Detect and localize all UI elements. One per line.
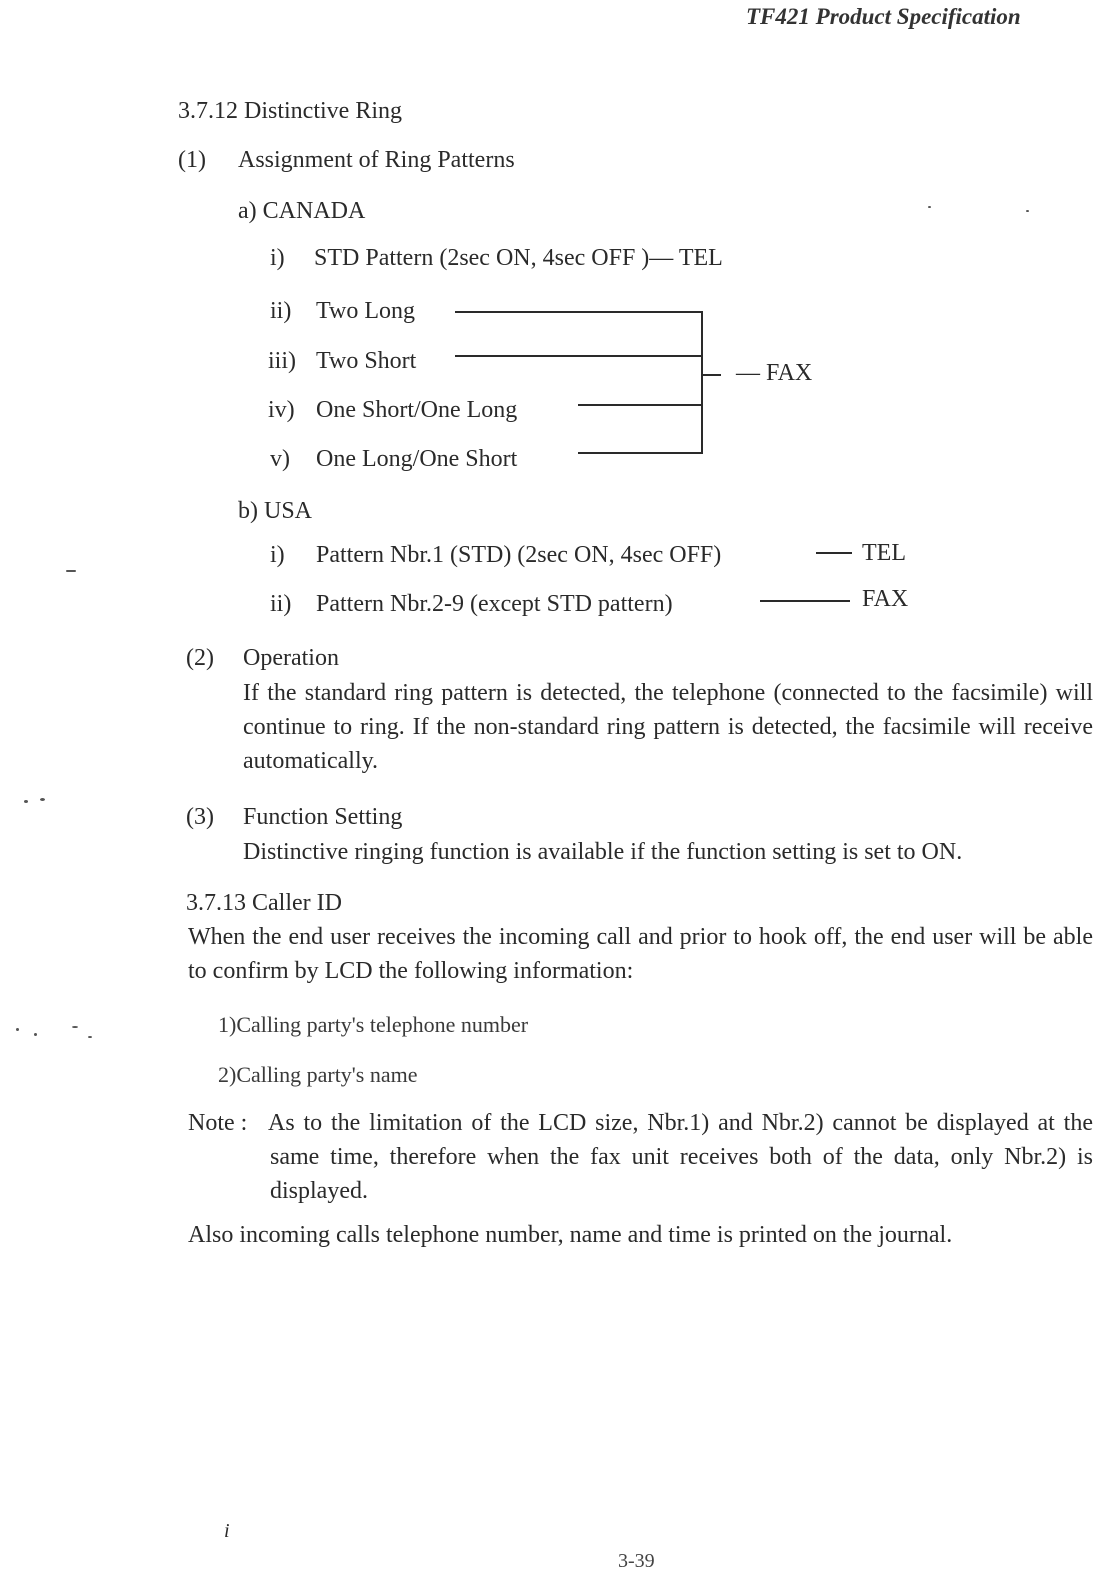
canada-item-number: iii) bbox=[268, 348, 296, 374]
canada-pattern-long-short: One Long/One Short bbox=[316, 446, 518, 472]
section-heading-distinctive-ring: 3.7.12 Distinctive Ring bbox=[178, 98, 402, 124]
canada-std-pattern: STD Pattern (2sec ON, 4sec OFF )— TEL bbox=[314, 245, 723, 271]
canada-fax-label: — FAX bbox=[736, 360, 813, 386]
caller-id-intro-paragraph: When the end user receives the incoming call and prior to hook off, the end user will be able to confirm by LCD the following information: bbox=[188, 924, 1093, 984]
subheading-usa: b) USA bbox=[238, 498, 313, 524]
bracket-branch-line bbox=[703, 374, 721, 376]
canada-pattern-two-long: Two Long bbox=[316, 298, 415, 324]
connector-line-two-long bbox=[455, 311, 703, 313]
scan-speck bbox=[72, 1026, 78, 1028]
usa-pattern-non-std: Pattern Nbr.2-9 (except STD pattern) bbox=[316, 591, 673, 617]
caller-id-list-item: 2)Calling party's name bbox=[218, 1062, 418, 1087]
function-setting-paragraph: Distinctive ringing function is available if the function setting is set to ON. bbox=[243, 839, 963, 865]
scan-speck bbox=[34, 1033, 37, 1036]
canada-pattern-two-short: Two Short bbox=[316, 348, 417, 374]
usa-item-number: i) bbox=[270, 542, 285, 568]
canada-item-number: ii) bbox=[270, 298, 292, 324]
scan-speck bbox=[66, 570, 76, 572]
section-heading-caller-id: 3.7.13 Caller ID bbox=[186, 890, 342, 916]
connector-line-two-short bbox=[455, 355, 703, 357]
scan-speck bbox=[1026, 210, 1029, 212]
connector-line-short-long bbox=[578, 404, 703, 406]
usa-pattern-std: Pattern Nbr.1 (STD) (2sec ON, 4sec OFF) bbox=[316, 542, 722, 568]
usa-fax-label: FAX bbox=[862, 586, 909, 612]
note-paragraph: As to the limitation of the LCD size, Nbr.1) and Nbr.2) cannot be displayed at the same time, therefore when the fax unit receives both of the data, only Nbr.2) is displayed. bbox=[268, 1110, 1093, 1204]
note-label: Note : bbox=[188, 1110, 248, 1136]
canada-pattern-short-long: One Short/One Long bbox=[316, 397, 518, 423]
canada-std-number: i) bbox=[270, 245, 285, 271]
document-header-title: TF421 Product Specification bbox=[746, 4, 1021, 29]
scan-speck bbox=[16, 1028, 19, 1031]
subheading-canada: a) CANADA bbox=[238, 198, 366, 224]
item-label-operation: Operation bbox=[243, 645, 339, 671]
item-number-3: (3) bbox=[186, 804, 214, 830]
page-number: 3-39 bbox=[618, 1550, 655, 1572]
usa-fax-connector bbox=[760, 600, 850, 602]
scan-speck bbox=[928, 206, 931, 208]
canada-item-number: v) bbox=[270, 446, 290, 472]
bracket-vertical-line bbox=[701, 311, 703, 454]
caller-id-list-item: 1)Calling party's telephone number bbox=[218, 1012, 529, 1037]
item-number-2: (2) bbox=[186, 645, 214, 671]
canada-item-number: iv) bbox=[268, 397, 295, 423]
item-label-assignment: Assignment of Ring Patterns bbox=[238, 147, 515, 173]
item-label-function-setting: Function Setting bbox=[243, 804, 403, 830]
scan-speck bbox=[40, 798, 45, 801]
closing-paragraph: Also incoming calls telephone number, name and time is printed on the journal. bbox=[188, 1222, 953, 1248]
scan-speck bbox=[24, 800, 28, 803]
scan-speck bbox=[88, 1036, 92, 1038]
usa-tel-connector bbox=[816, 552, 852, 554]
margin-mark: i bbox=[224, 1520, 230, 1542]
item-number-1: (1) bbox=[178, 147, 206, 173]
operation-paragraph: If the standard ring pattern is detected, the telephone (connected to the facsimile) will continue to ring. If the non-standard ring pattern is detected, the facsimile will receive automatically. bbox=[243, 680, 1093, 774]
usa-tel-label: TEL bbox=[862, 540, 906, 566]
usa-item-number: ii) bbox=[270, 591, 292, 617]
connector-line-long-short bbox=[578, 452, 703, 454]
